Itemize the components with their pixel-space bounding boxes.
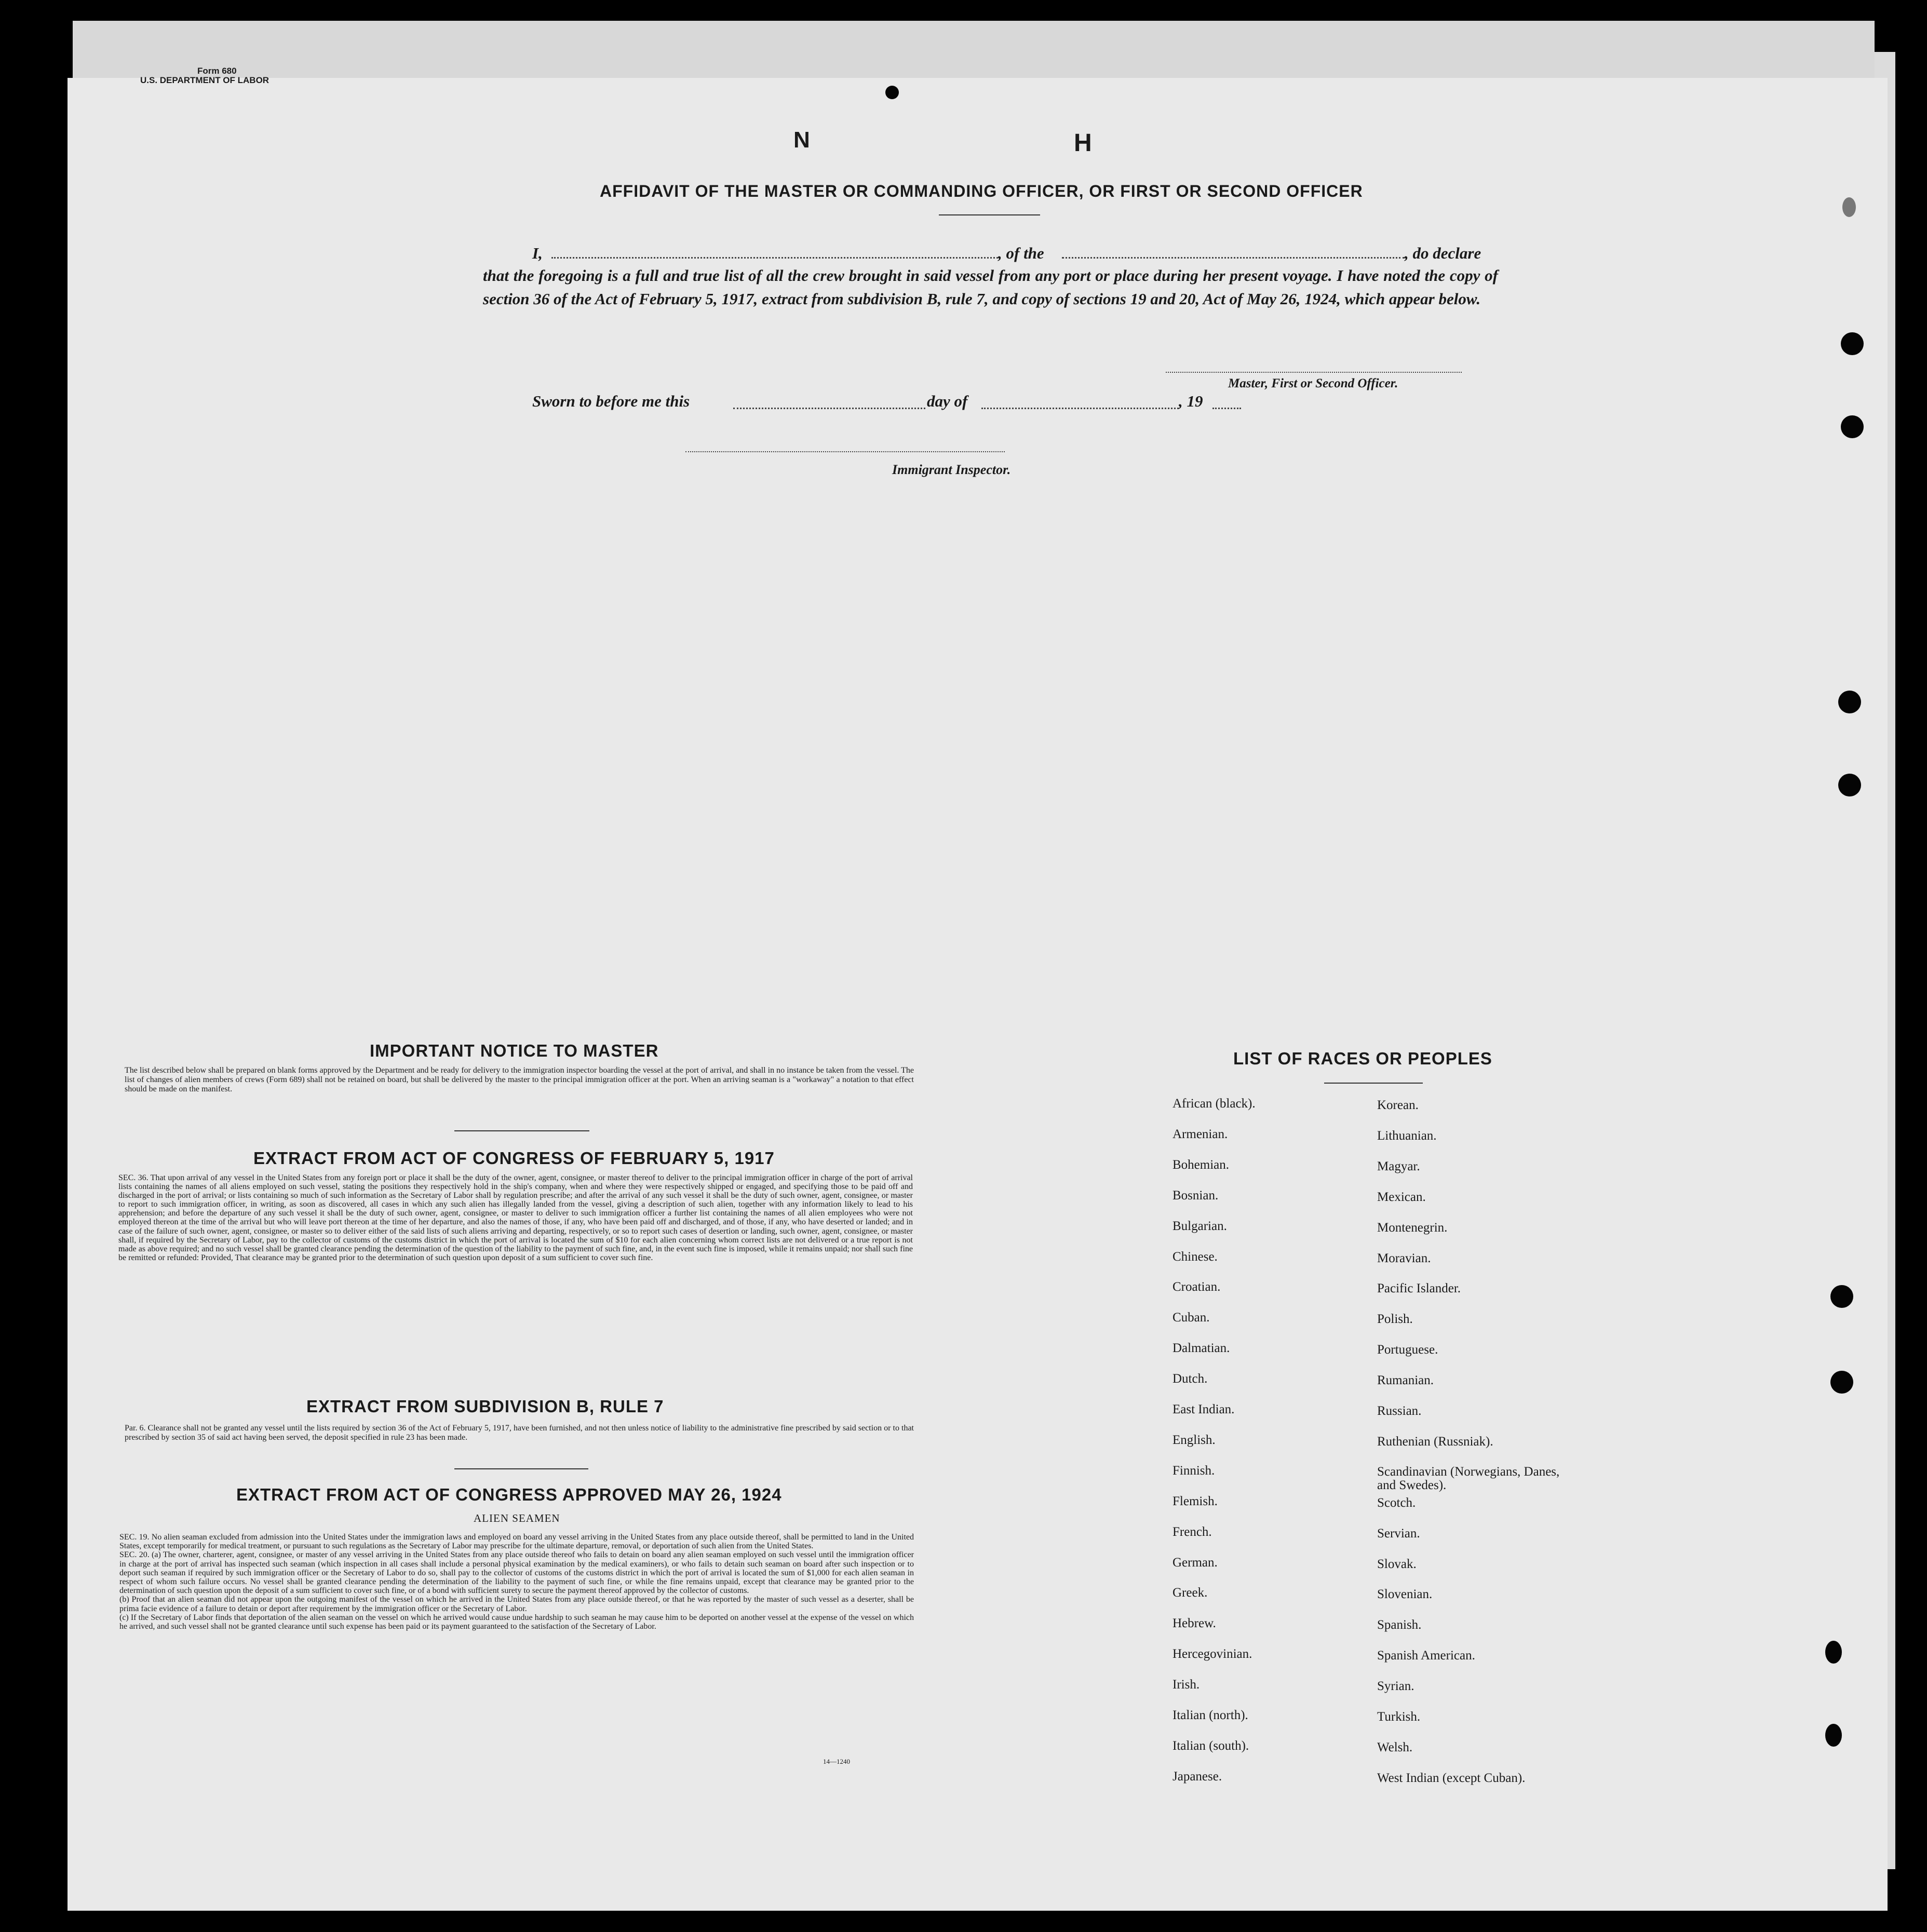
section-rule xyxy=(454,1130,589,1131)
section-20a-text: SEC. 20. (a) The owner, charterer, agent, consignee, or master of any vessel arriving in the United States from any place outside thereof who fails to detain on board any alien seaman employed on such vessel until the immigration officer in charge at the port of arrival has inspected such seaman (which inspection in all cases shall include a personal physical examination by the medical examiners), or who fails to detain such seaman on board after such inspection or to deport such seaman if required by such immigration officer or the Secretary of Labor to do so, shall pay to the collector of customs of the customs district in which the port of arrival is located the sum of $1,000 for each alien seaman in respect of whom such failure occurs. No vessel shall be granted clearance pending the determination of the liability to the payment of such fine, or while the fine remains unpaid, except that clearance may be granted prior to the determination of such question upon the deposit of a sum sufficient to cover such fine, or of a bond with sufficient surety to secure the payment thereof approved by the collector of customs. xyxy=(119,1550,914,1596)
race-item: French. xyxy=(1173,1524,1212,1539)
race-item: Mexican. xyxy=(1377,1190,1426,1204)
section-rule xyxy=(454,1468,588,1469)
header-mark-right: H xyxy=(1074,129,1093,157)
section-20c-text: (c) If the Secretary of Labor finds that deportation of the alien seaman on the vessel on which he arrived would cause undue hardship to such seaman he may cause him to be deported on another vessel at the expense of the vessel on which he arrived, and such vessel shall not be granted clearance until such expense has been paid or its payment guaranteed to the satisfaction of the Secretary of Labor. xyxy=(119,1613,914,1631)
race-item: Syrian. xyxy=(1377,1679,1414,1694)
race-item: Bosnian. xyxy=(1173,1188,1219,1203)
race-item: Ruthenian (Russniak). xyxy=(1377,1434,1493,1449)
sworn-year-field[interactable] xyxy=(1212,408,1241,409)
affidavit-title: AFFIDAVIT OF THE MASTER OR COMMANDING OFFICER, OR FIRST OR SECOND OFFICER xyxy=(600,182,1363,200)
race-item: English. xyxy=(1173,1433,1216,1447)
race-item: Bohemian. xyxy=(1173,1157,1230,1172)
race-item: German. xyxy=(1173,1555,1218,1570)
rule7-title: EXTRACT FROM SUBDIVISION B, RULE 7 xyxy=(306,1397,664,1416)
sworn-label: Sworn to before me this xyxy=(532,392,690,410)
race-item: Cuban. xyxy=(1173,1310,1210,1325)
header-mark-left: N xyxy=(793,127,811,153)
extract-1924-title: EXTRACT FROM ACT OF CONGRESS APPROVED MAY 26, 1924 xyxy=(236,1485,782,1504)
race-item: Irish. xyxy=(1173,1678,1200,1692)
race-item: Spanish. xyxy=(1377,1618,1422,1632)
declare-label: , do declare xyxy=(1405,244,1481,262)
alien-seamen-subtitle: ALIEN SEAMEN xyxy=(474,1512,560,1524)
punch-hole xyxy=(1842,197,1856,217)
race-item: Servian. xyxy=(1377,1526,1420,1541)
sworn-month-field[interactable] xyxy=(981,408,1179,409)
race-item: Japanese. xyxy=(1173,1769,1222,1784)
affidavit-body: that the foregoing is a full and true list of all the crew brought in said vessel from any port or place during her present voyage. I have noted the copy of section 36 of the Act of February 5, 1917, extract from subdivision B, rule 7, and copy of sections 19 and 20, Act of May 26, 1924, which appear below. xyxy=(483,266,1498,308)
race-item: Hercegovinian. xyxy=(1173,1647,1252,1661)
race-item: Flemish. xyxy=(1173,1494,1218,1508)
race-item: Polish. xyxy=(1377,1312,1413,1327)
punch-hole xyxy=(1825,1724,1842,1747)
extract-1917-title: EXTRACT FROM ACT OF CONGRESS OF FEBRUARY 5, 1917 xyxy=(253,1149,775,1168)
signature-label: Master, First or Second Officer. xyxy=(1228,376,1398,390)
race-item: Slovenian. xyxy=(1377,1587,1433,1602)
sworn-day-field[interactable] xyxy=(733,408,925,409)
race-item: Rumanian. xyxy=(1377,1373,1434,1388)
year-label: , 19 xyxy=(1179,392,1203,410)
race-item: Lithuanian. xyxy=(1377,1128,1437,1143)
punch-hole xyxy=(1841,332,1864,355)
race-item: West Indian (except Cuban). xyxy=(1377,1771,1526,1785)
race-item: Scotch. xyxy=(1377,1495,1416,1510)
notice-text: The list described below shall be prepared on blank forms approved by the Department and be ready for delivery to the immigration inspector boarding the vessel at the port of arrival, and shall in no instance be taken from the vessel. The list of changes of alien members of crews (Form 689) shall not be retained on board, but shall be delivered by the master to the principal immigration officer at the port. When an arriving seaman is a "workaway" a notation to that effect should be made on the manifest. xyxy=(125,1066,914,1093)
punch-hole xyxy=(1830,1371,1853,1394)
inspector-label: Immigrant Inspector. xyxy=(892,462,1011,477)
race-item: Moravian. xyxy=(1377,1251,1431,1265)
race-item: Welsh. xyxy=(1377,1740,1413,1754)
vessel-name-field[interactable] xyxy=(1062,257,1405,259)
race-item: Chinese. xyxy=(1173,1249,1218,1264)
race-item: Scandinavian (Norwegians, Danes, and Swedes). xyxy=(1377,1464,1560,1492)
extract-1924-sections xyxy=(119,1533,914,1631)
punch-hole xyxy=(1838,774,1861,796)
notice-title: IMPORTANT NOTICE TO MASTER xyxy=(370,1041,659,1060)
race-item: East Indian. xyxy=(1173,1402,1235,1416)
section-19-text: SEC. 19. No alien seaman excluded from admission into the United States under the immigration laws and employed on board any vessel arriving in the United States from any place outside thereof, shall be permitted to land in the United States, except temporarily for medical treatment, or pursuant to such regulations as the Secretary of Labor may prescribe for the ultimate departure, removal, or deportation of such alien from the United States. xyxy=(119,1533,914,1551)
race-item: Pacific Islander. xyxy=(1377,1281,1461,1296)
declarant-name-field[interactable] xyxy=(551,257,998,259)
signature-line[interactable] xyxy=(1166,371,1462,373)
extract-1917-text: SEC. 36. That upon arrival of any vessel in the United States from any foreign port or place it shall be the duty of the owner, agent, consignee, or master thereof to deliver to the principal immigration officer in charge of the port of arrival lists containing the names of all aliens employed on such vessel, stating the positions they respectively hold in the ship's company, when and where they were respectively shipped or engaged, and specifying those to be paid off and discharged in the port of arrival; or lists containing so much of such information as the Secretary of Labor shall by regulation prescribe; and after the arrival of any such vessel it shall be the duty of such owner, agent, consignee, or master to report to such immigration officer, in writing, as soon as discovered, all cases in which any such alien has illegally landed from the vessel, giving a description of such alien, together with any information likely to lead to his apprehension; and before the departure of any such vessel it shall be the duty of such owner, agent, consignee, or master to deliver to such immigration officer a further list containing the names of all alien employees who were not employed thereon at the time of the arrival but who will leave port thereon at the time of her departure, and also the names of those, if any, who have been paid off and discharged, and of those, if any, who have deserted or landed; and in case of the failure of such owner, agent, consignee, or master so to deliver either of the said lists of such aliens arriving and departing, respectively, or so to report such cases of desertion or landing, such owner, agent, consignee, or master shall, if required by the Secretary of Labor, pay to the collector of customs of the customs district in which the port of arrival is located the sum of $10 for each alien concerning whom correct lists are not delivered or a true report is not made as above required; and no such vessel shall be granted clearance pending the determination of the question of the liability to the payment of such fine, and, in the event such fine is imposed, while it remains unpaid; nor shall such fine be remitted or refunded: Provided, That clearance may be granted prior to the determination of such question upon deposit of a sum sufficient to cover such fine. xyxy=(118,1173,913,1262)
race-item: Turkish. xyxy=(1377,1710,1421,1724)
race-item: Italian (south). xyxy=(1173,1738,1249,1753)
race-item: Bulgarian. xyxy=(1173,1219,1227,1233)
race-item: Slovak. xyxy=(1377,1557,1417,1571)
punch-hole xyxy=(1830,1285,1853,1308)
race-item: Magyar. xyxy=(1377,1159,1420,1173)
race-item: Montenegrin. xyxy=(1377,1220,1448,1235)
race-item: Croatian. xyxy=(1173,1280,1221,1294)
form-number: Form 680 xyxy=(197,66,237,76)
race-item: Dutch. xyxy=(1173,1372,1208,1386)
race-item: Hebrew. xyxy=(1173,1616,1216,1631)
punch-hole xyxy=(1838,691,1861,713)
declarant-prefix: I, xyxy=(532,244,543,262)
punch-hole xyxy=(1825,1641,1842,1664)
race-item: Spanish American. xyxy=(1377,1649,1475,1663)
race-item: Russian. xyxy=(1377,1404,1422,1418)
races-rule xyxy=(1324,1083,1423,1084)
of-the-label: , of the xyxy=(998,244,1044,262)
race-item: Greek. xyxy=(1173,1586,1208,1600)
race-item: Italian (north). xyxy=(1173,1708,1248,1722)
section-20b-text: (b) Proof that an alien seaman did not appear upon the outgoing manifest of the vessel on which he arrived in the United States from any place outside thereof, or that he was reported by the master of such vessel as a deserter, shall be prima facie evidence of a failure to detain or deport after requirement by the immigration officer or the Secretary of Labor. xyxy=(119,1595,914,1613)
race-item: Korean. xyxy=(1377,1098,1419,1112)
race-item: Dalmatian. xyxy=(1173,1341,1230,1356)
rule7-text: Par. 6. Clearance shall not be granted any vessel until the lists required by section 36 of the Act of February 5, 1917, have been furnished, and not then unless notice of liability to the administrative fine prescribed by said section or to that prescribed by section 35 of said act having been served, the deposit specified in rule 23 has been made. xyxy=(125,1424,914,1442)
punch-hole xyxy=(1841,415,1864,438)
inspector-signature-line[interactable] xyxy=(685,451,1005,452)
race-item: Armenian. xyxy=(1173,1127,1228,1141)
race-item: African (black). xyxy=(1173,1097,1256,1111)
department-name: U.S. DEPARTMENT OF LABOR xyxy=(140,75,269,85)
races-title: LIST OF RACES OR PEOPLES xyxy=(1233,1049,1492,1068)
title-rule xyxy=(939,214,1040,215)
form-header xyxy=(140,66,269,85)
race-item: Portuguese. xyxy=(1377,1343,1438,1357)
print-code: 14—1240 xyxy=(823,1758,850,1765)
race-item: Finnish. xyxy=(1173,1463,1215,1478)
document-sheet xyxy=(68,75,1888,1911)
punch-hole xyxy=(885,86,899,99)
day-of-label: day of xyxy=(927,392,968,410)
